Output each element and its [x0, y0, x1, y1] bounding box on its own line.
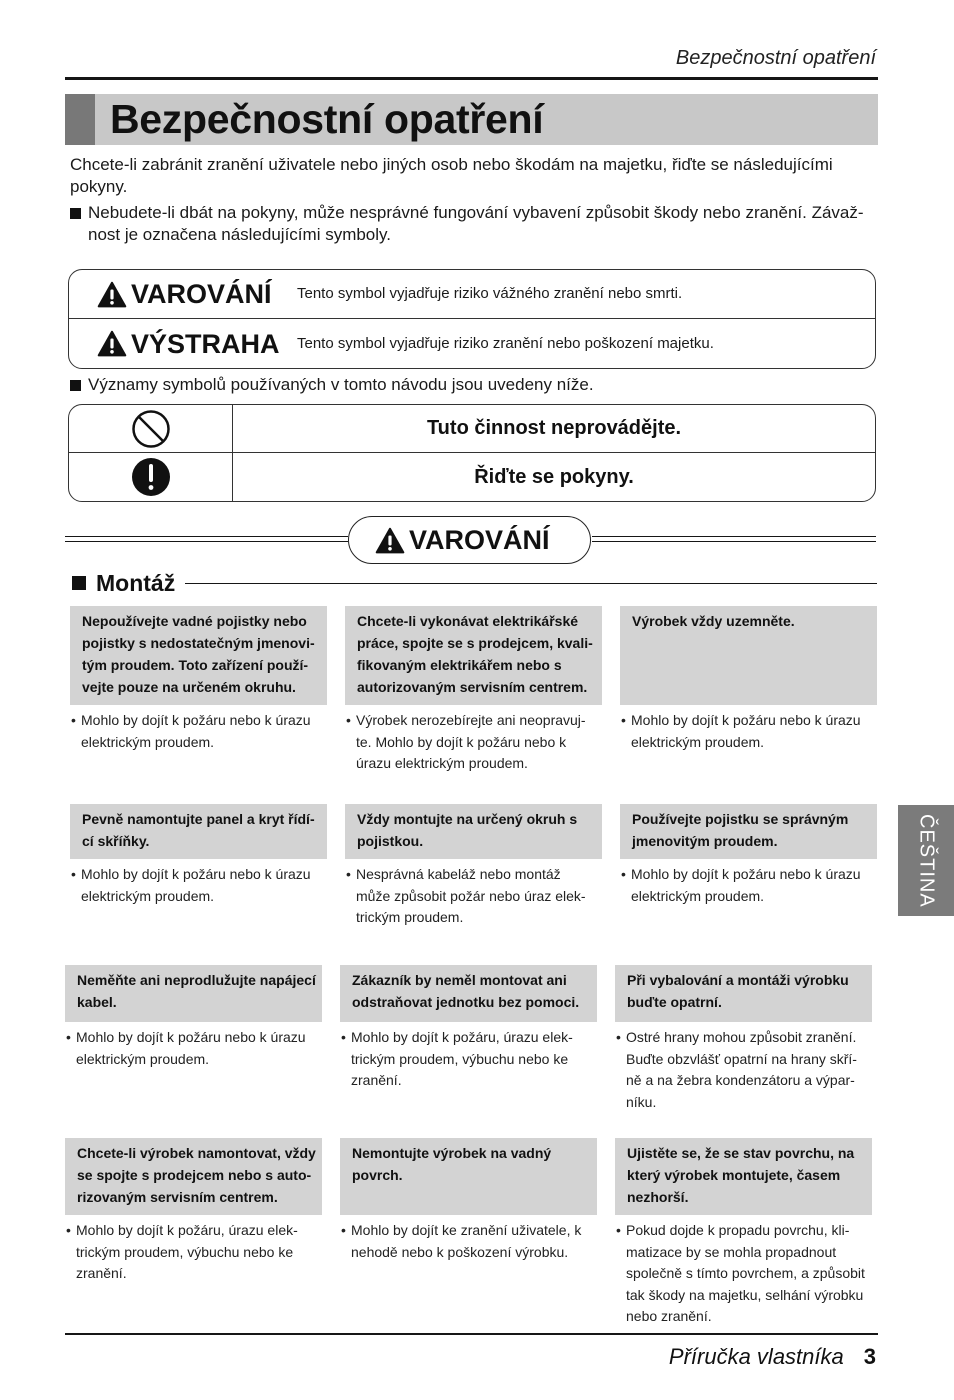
severity-legend-box	[68, 269, 876, 369]
square-bullet-icon	[70, 380, 81, 391]
symbol-icon-cell	[69, 405, 233, 452]
page-footer	[669, 1345, 876, 1369]
card-note: • Mohlo by dojít k požáru nebo k úrazu elektrickým proudem.	[70, 864, 327, 907]
subsection-heading	[72, 571, 877, 595]
card-note: • Mohlo by dojít k požáru nebo k úrazu elektrickým proudem.	[620, 710, 877, 753]
subsection-title: Montáž	[96, 570, 176, 596]
footer-label: Příručka vlastníka	[668, 1344, 844, 1369]
warning-section-banner	[348, 516, 591, 564]
safety-card	[615, 965, 872, 1113]
card-heading: Zákazník by neměl montovat ani odstraňovat jednotku bez pomoci.	[340, 965, 597, 1022]
banner-double-rule-left	[65, 536, 348, 542]
safety-card	[70, 606, 327, 775]
severity-label: VAROVÁNÍ	[131, 279, 272, 309]
warning-triangle-icon	[97, 330, 127, 357]
card-heading: Ujistěte se, že se stav povrchu, na který výrobek montujete, časem nezhorší.	[615, 1138, 872, 1215]
card-heading: Výrobek vždy uzemněte.	[620, 606, 877, 705]
square-bullet-icon	[72, 576, 86, 590]
symbols-row-mandatory	[69, 453, 875, 501]
title-bar	[65, 94, 878, 145]
card-row	[70, 606, 877, 775]
safety-card	[345, 606, 602, 775]
card-note: • Mohlo by dojít ke zranění uživatele, k nehodě nebo k poškození výrobku.	[340, 1220, 597, 1263]
symbol-icon-cell	[69, 453, 233, 501]
safety-card	[620, 606, 877, 775]
language-tab-label: ČEŠTINA	[915, 813, 938, 908]
subsection-rule	[185, 583, 877, 584]
footer-rule	[65, 1333, 878, 1335]
prohibited-icon	[131, 409, 171, 449]
safety-card	[65, 1138, 322, 1328]
card-heading: Vždy montujte na určený okruh s pojistkou.	[345, 804, 602, 859]
card-note: • Nesprávná kabeláž nebo montáž může způsobit požár nebo úraz elek- trickým proudem.	[345, 864, 602, 929]
card-heading: Nepoužívejte vadné pojistky nebo pojistky s nedostatečným jmenovi- tým proudem. Toto zařízení použí- vejte pouze na určeném okruhu.	[70, 606, 327, 705]
severity-description: Tento symbol vyjadřuje riziko vážného zranění nebo smrti.	[297, 285, 683, 302]
card-note: • Mohlo by dojít k požáru nebo k úrazu elektrickým proudem.	[70, 710, 327, 753]
card-note: • Ostré hrany mohou způsobit zranění. Buďte obzvlášť opatrní na hrany skří- ně a na žebra kondenzátoru a výpar- níku.	[615, 1027, 872, 1113]
safety-card	[620, 804, 877, 929]
severity-note	[70, 202, 878, 246]
language-side-tab	[898, 805, 954, 916]
card-heading: Nemontujte výrobek na vadný povrch.	[340, 1138, 597, 1215]
card-heading: Pevně namontujte panel a kryt řídí- cí skříňky.	[70, 804, 327, 859]
page-title: Bezpečnostní opatření	[110, 96, 544, 142]
banner-double-rule-right	[592, 536, 876, 542]
symbols-row-prohibited	[69, 405, 875, 453]
safety-card	[615, 1138, 872, 1328]
card-row	[65, 965, 872, 1113]
card-note: • Mohlo by dojít k požáru nebo k úrazu elektrickým proudem.	[65, 1027, 322, 1070]
symbol-meaning: Tuto činnost neprovádějte.	[426, 417, 682, 439]
card-note: • Mohlo by dojít k požáru nebo k úrazu elektrickým proudem.	[620, 864, 877, 907]
intro-paragraph: Chcete-li zabránit zranění uživatele nebo jiných osob nebo škodám na majetku, řiďte se následujícími pokyny.	[70, 155, 833, 196]
safety-card	[345, 804, 602, 929]
warning-triangle-icon	[375, 527, 405, 554]
card-note: • Mohlo by dojít k požáru, úrazu elek- trickým proudem, výbuchu nebo ke zranění.	[340, 1027, 597, 1092]
severity-label: VÝSTRAHA	[131, 328, 280, 359]
severity-row-warning	[69, 270, 875, 319]
page-number: 3	[863, 1344, 876, 1369]
card-note: • Mohlo by dojít k požáru, úrazu elek- trickým proudem, výbuchu nebo ke zranění.	[65, 1220, 322, 1285]
severity-description: Tento symbol vyjadřuje riziko zranění nebo poškození majetku.	[297, 334, 714, 352]
mandatory-exclamation-icon	[131, 457, 171, 497]
warning-triangle-icon	[97, 281, 127, 308]
title-accent-block	[65, 94, 95, 145]
card-heading: Chcete-li výrobek namontovat, vždy se spojte s prodejcem nebo s auto- rizovaným servisním centrem.	[65, 1138, 322, 1215]
running-header: Bezpečnostní opatření	[675, 47, 876, 69]
symbols-note-text: Významy symbolů používaných v tomto návodu jsou uvedeny níže.	[88, 375, 594, 394]
symbols-note	[70, 374, 878, 396]
severity-note-text: Nebudete-li dbát na pokyny, může nesprávné fungování vybavení způsobit škody nebo zranění. Závaž- nost je označena následujícími symboly.	[88, 203, 864, 244]
header-rule	[65, 77, 878, 80]
safety-card	[340, 1138, 597, 1328]
square-bullet-icon	[70, 208, 81, 219]
card-note: • Výrobek nerozebírejte ani neopravuj- te. Mohlo by dojít k požáru nebo k úrazu elektrickým proudem.	[345, 710, 602, 775]
safety-card	[340, 965, 597, 1113]
safety-card	[70, 804, 327, 929]
severity-row-caution	[69, 319, 875, 368]
card-note: • Pokud dojde k propadu povrchu, kli- matizace by se mohla propadnout společně s tímto povrchem, a způsobit tak škody na majetku, selhání výrobku nebo zranění.	[615, 1220, 872, 1328]
symbols-table	[68, 404, 876, 502]
card-heading: Používejte pojistku se správným jmenovitým proudem.	[620, 804, 877, 859]
symbol-meaning: Řiďte se pokyny.	[474, 465, 634, 488]
card-heading: Neměňte ani neprodlužujte napájecí kabel.	[65, 965, 322, 1022]
card-heading: Chcete-li vykonávat elektrikářské práce, spojte se s prodejcem, kvali- fikovaným elektrikářem nebo s autorizovaným servisním centrem.	[345, 606, 602, 705]
card-row	[65, 1138, 872, 1328]
card-row	[70, 804, 877, 929]
card-heading: Při vybalování a montáži výrobku buďte opatrní.	[615, 965, 872, 1022]
safety-card	[65, 965, 322, 1113]
banner-label: VAROVÁNÍ	[409, 525, 550, 555]
